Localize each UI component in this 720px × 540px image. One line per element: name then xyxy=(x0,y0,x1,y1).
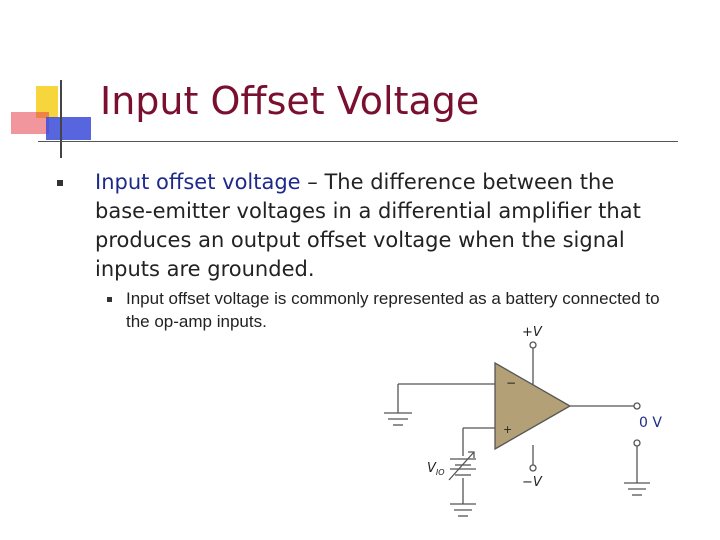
bullet-text-2: Input offset voltage is commonly represented as a battery connected to the op-amp inputs. xyxy=(126,289,660,331)
inverting-input-sign: − xyxy=(506,376,517,390)
offset-voltage-label: $V_{IO}$ xyxy=(427,461,445,477)
bullet-marker xyxy=(57,180,63,186)
bullet-definition: – The difference between the base-emitter voltages in a differential amplifier that produces an output offset voltage when the signal inputs are grounded. xyxy=(95,170,641,281)
negative-supply-label: −V xyxy=(522,475,542,490)
positive-supply-label: +V xyxy=(522,325,542,340)
output-voltage-label: 0 V xyxy=(639,415,662,431)
bullet-term: Input offset voltage xyxy=(95,170,301,194)
sub-bullet-marker xyxy=(107,297,112,302)
slide-title: Input Offset Voltage xyxy=(100,79,480,123)
opamp-circuit-diagram xyxy=(360,318,680,530)
title-divider xyxy=(38,141,678,142)
noninverting-input-sign: + xyxy=(503,423,513,436)
bullet-text-1 xyxy=(95,168,675,284)
